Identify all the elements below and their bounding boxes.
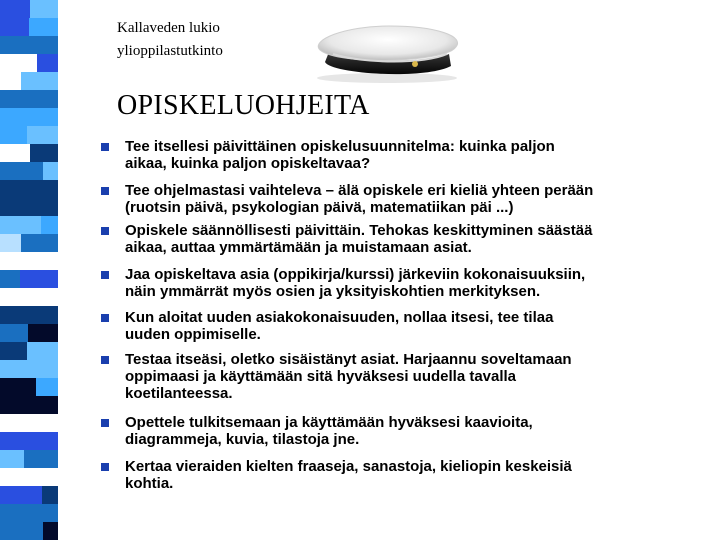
list-item-text: Tee ohjelmastasi vaihteleva – älä opiskele eri kieliä yhteen perään (ruotsin päivä, psykologian päivä, matematiikan päi ...) xyxy=(125,182,594,216)
bullet-square-icon xyxy=(101,419,109,427)
bullet-square-icon xyxy=(101,463,109,471)
bullet-square-icon xyxy=(101,227,109,235)
bullet-square-icon xyxy=(101,271,109,279)
school-name: Kallaveden lukio xyxy=(117,20,220,36)
list-item-text: Opiskele säännöllisesti päivittäin. Tehokas keskittyminen säästää aikaa, auttaa ymmärtämään ja muistamaan asiat. xyxy=(125,222,593,256)
list-item-text: Jaa opiskeltava asia (oppikirja/kurssi) järkeviin kokonaisuuksiin, näin ymmärrät myös osien ja yksityiskohtien merkityksen. xyxy=(125,266,586,300)
list-item-text: Kun aloitat uuden asiakokonaisuuden, nollaa itsesi, tee tilaa uuden oppimiselle. xyxy=(125,309,554,343)
list-item-text: Opettele tulkitsemaan ja käyttämään hyväksesi kaavioita, diagrammeja, kuvia, tilastoja jne. xyxy=(125,414,533,448)
page-title: OPISKELUOHJEITA xyxy=(117,90,370,121)
bullet-square-icon xyxy=(101,314,109,322)
bullet-square-icon xyxy=(101,187,109,195)
list-item-text: Kertaa vieraiden kielten fraaseja, sanastoja, kieliopin keskeisiä kohtia. xyxy=(125,458,572,492)
exam-name: ylioppilastutkinto xyxy=(117,43,223,59)
list-item-text: Tee itsellesi päivittäinen opiskelusuunnitelma: kuinka paljon aikaa, kuinka paljon opiskeltavaa? xyxy=(125,138,555,172)
list-item-text: Testaa itseäsi, oletko sisäistänyt asiat. Harjaannu soveltamaan oppimaasi ja käyttämään sitä hyväksesi uudella tavalla koetilanteessa. xyxy=(125,351,572,402)
bullet-square-icon xyxy=(101,356,109,364)
bullet-square-icon xyxy=(101,143,109,151)
